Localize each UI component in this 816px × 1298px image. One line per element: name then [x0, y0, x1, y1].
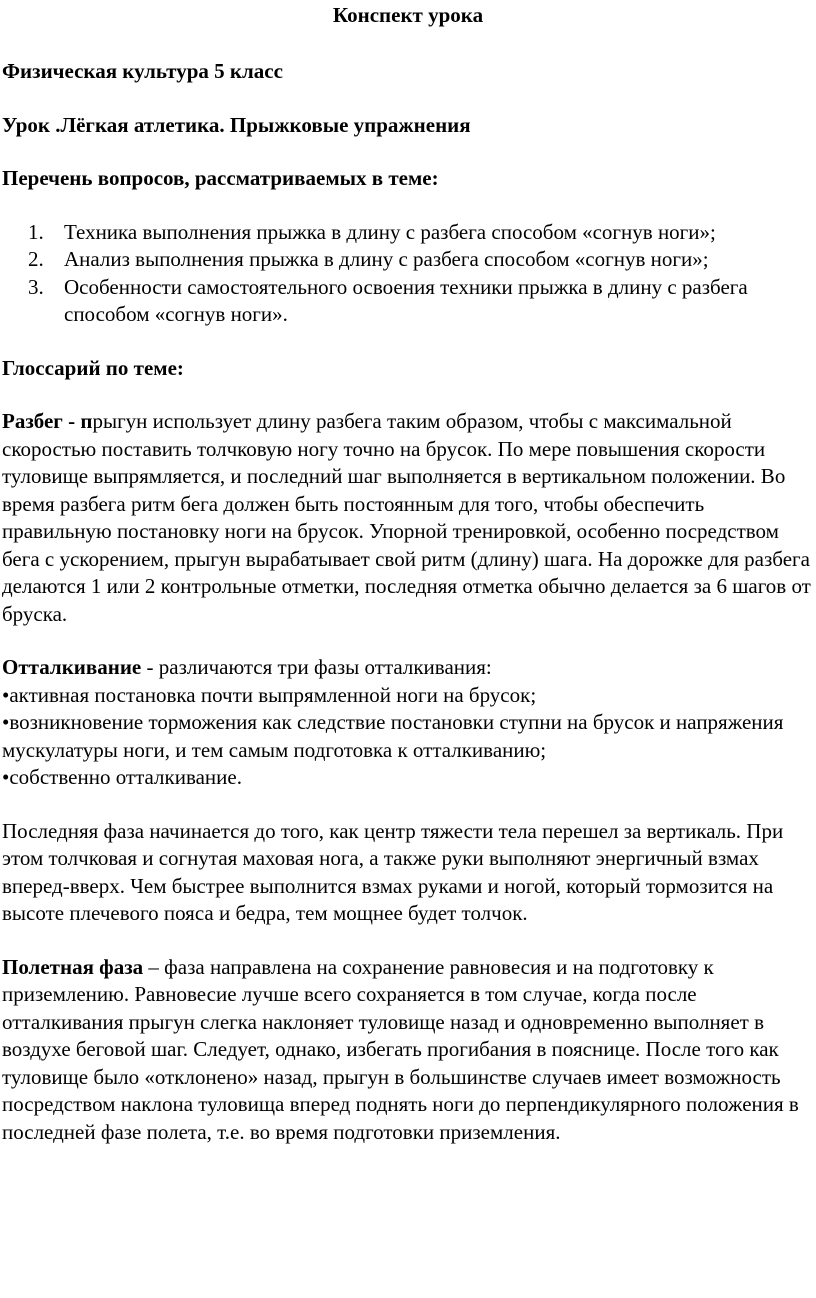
flight-paragraph [2, 954, 814, 1147]
flight-term: Полетная фаза [2, 954, 144, 979]
document-page [2, 2, 814, 1146]
glossary-heading: Глоссарий по теме: [2, 355, 184, 380]
list-item [2, 219, 814, 247]
list-item-text: Особенности самостоятельного освоения техники прыжка в длину с разбега способом «согнув ноги». [64, 274, 748, 326]
takeoff-bullets [2, 682, 814, 792]
bullet-item: •возникновение торможения как следствие постановки ступни на брусок и напряжения мускулатуры ноги, и тем самым подготовка к отталкиванию; [2, 710, 784, 762]
flight-text: – фаза направлена на сохранение равновесия и на подготовку к приземлению. Равновесие лучше всего сохраняется в том случае, когда после отталкивания прыгун слегка наклоняет туловище назад и одновременно выполняет в воздухе беговой шаг. Следует, однако, избегать прогибания в пояснице. После того как туловище было «отклонено» назад, прыгун в большинстве случаев имеет возможность посредством наклона туловища вперед поднять ноги до перпендикулярного положения в последней фазе полета, т.е. во время подготовки приземления. [2, 954, 799, 1144]
takeoff-text: - различаются три фазы отталкивания: [141, 655, 492, 679]
run-up-text: рыгун использует длину разбега таким образом, чтобы с максимальной скоростью поставить толчковую ногу точно на брусок. По мере повышения скорости туловище выпрямляется, и последний шаг выполняется в вертикальном положении. Во время разбега ритм бега должен быть постоянным для того, чтобы обеспечить правильную постановку ноги на брусок. Упорной тренировкой, особенно посредством бега с ускорением, прыгун вырабатывает свой ритм (длину) шага. На дорожке для разбега делаются 1 или 2 контрольные отметки, последняя отметка обычно делается за 6 шагов от бруска. [2, 409, 811, 626]
questions-heading: Перечень вопросов, рассматриваемых в теме: [2, 166, 439, 190]
list-item [2, 274, 814, 329]
document-title: Конспект урока [332, 3, 484, 27]
bullet-item: •собственно отталкивание. [2, 765, 242, 789]
run-up-paragraph [2, 408, 814, 628]
takeoff-paragraph [2, 654, 814, 682]
list-item-number: 3. [28, 274, 44, 299]
list-item-text: Анализ выполнения прыжка в длину с разбега способом «согнув ноги»; [64, 247, 709, 271]
run-up-term: Разбег - п [2, 409, 93, 433]
list-item-text: Техника выполнения прыжка в длину с разбега способом «согнув ноги»; [64, 219, 716, 244]
list-item [2, 246, 814, 274]
list-item-number: 1. [28, 219, 44, 244]
list-item-number: 2. [28, 247, 44, 271]
subject-heading: Физическая культура 5 класс [2, 59, 283, 83]
last-phase-paragraph: Последняя фаза начинается до того, как центр тяжести тела перешел за вертикаль. При этом толчковая и согнутая маховая нога, а также руки выполняют энергичный взмах вперед-вверх. Чем быстрее выполнится взмах руками и ногой, который тормозится на высоте плечевого пояса и бедра, тем мощнее будет толчок. [2, 818, 784, 925]
takeoff-term: Отталкивание [2, 655, 142, 679]
lesson-heading: Урок .Лёгкая атлетика. Прыжковые упражнения [2, 112, 471, 137]
questions-list [2, 219, 814, 329]
bullet-item: •активная постановка почти выпрямленной ноги на брусок; [2, 682, 537, 707]
